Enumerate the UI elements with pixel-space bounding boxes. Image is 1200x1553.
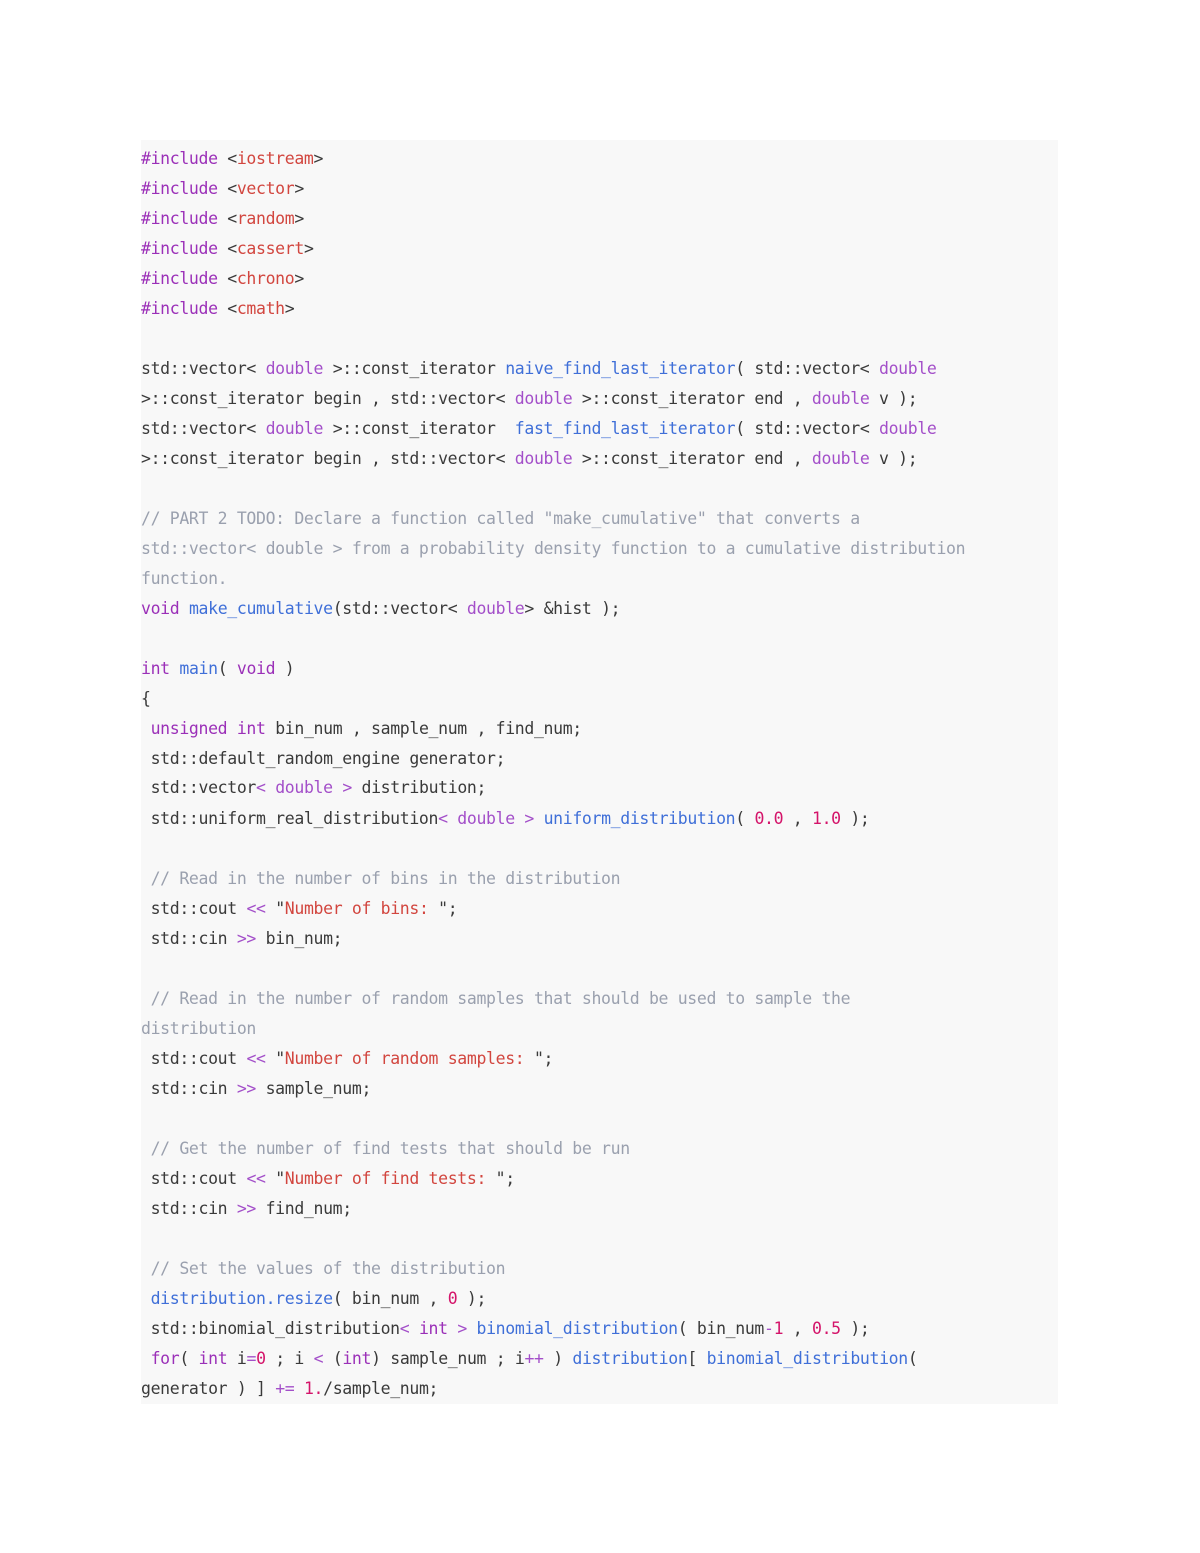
code-token: >: [294, 269, 304, 288]
code-token: [141, 1259, 151, 1278]
code-token: <<: [246, 1049, 266, 1068]
code-token: bin_num , sample_num , find_num;: [265, 719, 582, 738]
code-token: [179, 599, 189, 618]
code-token: -: [764, 1319, 774, 1338]
code-token: std::cout: [141, 899, 247, 918]
code-token: #include: [141, 299, 218, 318]
code-token: ,: [783, 809, 812, 828]
code-token: std::default_random_engine generator;: [141, 749, 506, 768]
code-token: (: [179, 1349, 199, 1368]
code-token: double: [265, 359, 324, 378]
code-line: [141, 269, 304, 289]
code-line: [141, 539, 965, 559]
code-token: [141, 719, 151, 738]
code-token: 1.0: [811, 809, 841, 828]
code-line: [141, 929, 342, 949]
code-token: ";: [438, 899, 458, 918]
code-line: [141, 1169, 515, 1189]
code-token: ( bin_num ,: [332, 1289, 448, 1308]
code-token: {: [141, 689, 151, 708]
code-token: >: [284, 299, 295, 318]
code-token: ) sample_num ; i: [371, 1349, 525, 1368]
code-line: [141, 778, 486, 798]
code-token: <: [217, 179, 237, 198]
code-token: <: [217, 209, 237, 228]
code-token: // Get the number of find tests that should be run: [150, 1139, 630, 1158]
code-token: >: [457, 1319, 467, 1338]
code-token: ": [265, 1049, 285, 1068]
code-line: [141, 419, 937, 439]
code-token: #include: [141, 149, 218, 168]
code-token: );: [457, 1289, 487, 1308]
code-line: [141, 1289, 486, 1309]
code-token: sample_num;: [256, 1079, 372, 1098]
code-token: unsigned int: [150, 719, 266, 738]
code-token: #include: [141, 269, 218, 288]
code-token: ,: [783, 1319, 812, 1338]
code-token: [141, 1349, 151, 1368]
code-token: uniform_distribution: [543, 809, 736, 828]
code-line: [141, 869, 620, 889]
code-token: (: [217, 659, 237, 678]
code-token: fast_find_last_iterator: [514, 419, 736, 438]
code-line: [141, 689, 151, 709]
code-token: double: [514, 389, 573, 408]
code-token: <: [217, 149, 237, 168]
code-line: [141, 359, 937, 379]
code-token: std::cout: [141, 1169, 247, 1188]
code-token: void: [141, 599, 180, 618]
code-line: [141, 659, 294, 679]
code-token: >::const_iterator: [323, 359, 506, 378]
code-line: [141, 1049, 553, 1069]
code-token: [515, 809, 525, 828]
code-token: <<: [246, 1169, 266, 1188]
code-token: make_cumulative: [188, 599, 333, 618]
code-token: std::cin: [141, 929, 237, 948]
code-token: generator ) ]: [141, 1379, 276, 1398]
code-token: double: [457, 809, 515, 828]
code-line: [141, 1199, 352, 1219]
code-token: ": [265, 1169, 285, 1188]
code-token: distribution: [141, 1019, 257, 1038]
code-token: 0: [256, 1349, 266, 1368]
code-token: #include: [141, 239, 218, 258]
code-token: bin_num;: [256, 929, 343, 948]
code-token: [409, 1319, 419, 1338]
code-token: void: [236, 659, 276, 678]
code-token: std::uniform_real_distribution: [141, 809, 439, 828]
code-token: >::const_iterator begin , std::vector<: [141, 389, 515, 408]
code-token: // PART 2 TODO: Declare a function called "make_cumulative" that converts a: [141, 509, 860, 528]
code-token: double: [265, 419, 324, 438]
code-line: [141, 1019, 256, 1039]
code-token: vector: [236, 179, 295, 198]
code-token: int: [418, 1319, 448, 1338]
code-token: [448, 809, 458, 828]
code-token: i: [227, 1349, 247, 1368]
code-token: <<: [246, 899, 266, 918]
code-line: [141, 179, 304, 199]
code-token: int: [198, 1349, 228, 1368]
code-token: ( std::vector<: [735, 419, 879, 438]
code-token: ": [265, 899, 285, 918]
code-token: [467, 1319, 477, 1338]
code-token: std::vector< double > from a probability density function to a cumulative distribution: [141, 539, 966, 558]
code-token: ++: [524, 1349, 544, 1368]
code-token: double: [466, 599, 525, 618]
code-line: [141, 1379, 438, 1399]
code-line: [141, 569, 227, 589]
code-token: Number of bins:: [284, 899, 439, 918]
code-token: >>: [236, 1079, 257, 1098]
code-line: [141, 1139, 630, 1159]
code-line: [141, 599, 620, 619]
code-token: >: [524, 809, 534, 828]
code-token: naive_find_last_iterator: [505, 359, 736, 378]
code-token: std::cin: [141, 1079, 237, 1098]
code-line: [141, 749, 505, 769]
code-token: >::const_iterator: [323, 419, 515, 438]
code-token: >: [303, 239, 314, 258]
code-line: [141, 239, 314, 259]
code-token: for: [150, 1349, 180, 1368]
code-token: // Set the values of the distribution: [150, 1259, 506, 1278]
code-token: v );: [869, 389, 918, 408]
code-token: [170, 659, 180, 678]
code-token: );: [840, 1319, 870, 1338]
code-token: std::binomial_distribution: [141, 1319, 400, 1338]
code-token: int: [342, 1349, 372, 1368]
code-token: std::vector: [141, 778, 257, 797]
code-token: chrono: [236, 269, 295, 288]
code-token: std::cin: [141, 1199, 237, 1218]
code-token: >: [342, 778, 352, 797]
code-token: >::const_iterator begin , std::vector<: [141, 449, 515, 468]
code-line: [141, 1259, 505, 1279]
code-token: ( std::vector<: [735, 359, 879, 378]
code-token: (: [735, 809, 755, 828]
code-line: [141, 1349, 917, 1369]
code-token: int: [141, 659, 170, 678]
code-token: [294, 1379, 304, 1398]
code-token: <: [438, 809, 448, 828]
code-token: <: [217, 239, 237, 258]
code-token: binomial_distribution: [476, 1319, 678, 1338]
code-token: Number of find tests:: [284, 1169, 496, 1188]
code-token: >: [294, 209, 304, 228]
code-token: [: [687, 1349, 707, 1368]
code-token: <: [217, 299, 237, 318]
code-token: // Read in the number of bins in the distribution: [150, 869, 621, 888]
code-token: >>: [236, 929, 257, 948]
code-token: >::const_iterator end ,: [572, 449, 812, 468]
code-token: [534, 809, 544, 828]
code-token: double: [514, 449, 573, 468]
code-line: [141, 809, 870, 829]
code-token: ): [275, 659, 295, 678]
code-token: random: [236, 209, 295, 228]
code-token: function.: [141, 569, 228, 588]
code-token: > &hist );: [524, 599, 621, 618]
code-token: binomial_distribution: [706, 1349, 908, 1368]
code-token: [333, 778, 343, 797]
code-token: iostream: [236, 149, 314, 168]
code-line: [141, 1079, 371, 1099]
code-token: ";: [495, 1169, 515, 1188]
code-token: (std::vector<: [332, 599, 467, 618]
code-token: 0: [447, 1289, 458, 1308]
code-token: main: [179, 659, 218, 678]
code-token: [266, 778, 276, 797]
code-token: double: [811, 389, 870, 408]
code-line: [141, 209, 304, 229]
code-token: find_num;: [256, 1199, 352, 1218]
code-token: #include: [141, 209, 218, 228]
code-token: Number of random samples:: [284, 1049, 534, 1068]
code-token: [448, 1319, 458, 1338]
code-token: std::vector<: [141, 359, 266, 378]
code-token: 1: [773, 1319, 784, 1338]
code-token: std::cout: [141, 1049, 247, 1068]
code-line: [141, 719, 582, 739]
code-line: [141, 899, 457, 919]
code-token: #include: [141, 179, 218, 198]
code-token: <: [217, 269, 237, 288]
code-token: ";: [533, 1049, 554, 1068]
code-token: // Read in the number of random samples that should be used to sample the: [150, 989, 851, 1008]
code-token: >: [294, 179, 304, 198]
code-line: [141, 389, 917, 409]
code-token: ): [543, 1349, 573, 1368]
code-block: [141, 140, 1058, 1404]
code-token: [141, 989, 151, 1008]
code-token: [141, 869, 151, 888]
code-token: 1.: [303, 1379, 324, 1398]
code-token: distribution;: [351, 778, 487, 797]
code-token: +=: [275, 1379, 295, 1398]
code-token: ( bin_num: [677, 1319, 765, 1338]
code-line: [141, 149, 323, 169]
code-token: >::const_iterator end ,: [572, 389, 812, 408]
code-token: >: [313, 149, 324, 168]
code-token: <: [313, 1349, 324, 1368]
code-token: std::vector<: [141, 419, 266, 438]
code-token: [141, 1139, 151, 1158]
code-token: cmath: [236, 299, 285, 318]
code-token: double: [275, 778, 333, 797]
code-token: double: [878, 359, 937, 378]
code-line: [141, 449, 917, 469]
code-line: [141, 299, 294, 319]
code-token: 0.5: [811, 1319, 841, 1338]
code-token: distribution.resize: [150, 1289, 333, 1308]
code-token: );: [840, 809, 870, 828]
code-line: [141, 1319, 870, 1339]
code-token: double: [811, 449, 870, 468]
code-token: >>: [236, 1199, 257, 1218]
code-token: double: [879, 419, 937, 438]
code-token: /sample_num;: [323, 1379, 439, 1398]
code-line: [141, 509, 860, 529]
code-token: distribution: [572, 1349, 688, 1368]
code-token: 0.0: [754, 809, 784, 828]
code-token: =: [246, 1349, 257, 1368]
code-line: [141, 989, 850, 1009]
code-token: <: [256, 778, 266, 797]
code-token: v );: [869, 449, 918, 468]
code-token: (: [907, 1349, 918, 1368]
code-token: ; i: [265, 1349, 314, 1368]
code-token: <: [399, 1319, 410, 1338]
code-token: cassert: [236, 239, 304, 258]
code-token: (: [323, 1349, 343, 1368]
code-token: [141, 1289, 151, 1308]
